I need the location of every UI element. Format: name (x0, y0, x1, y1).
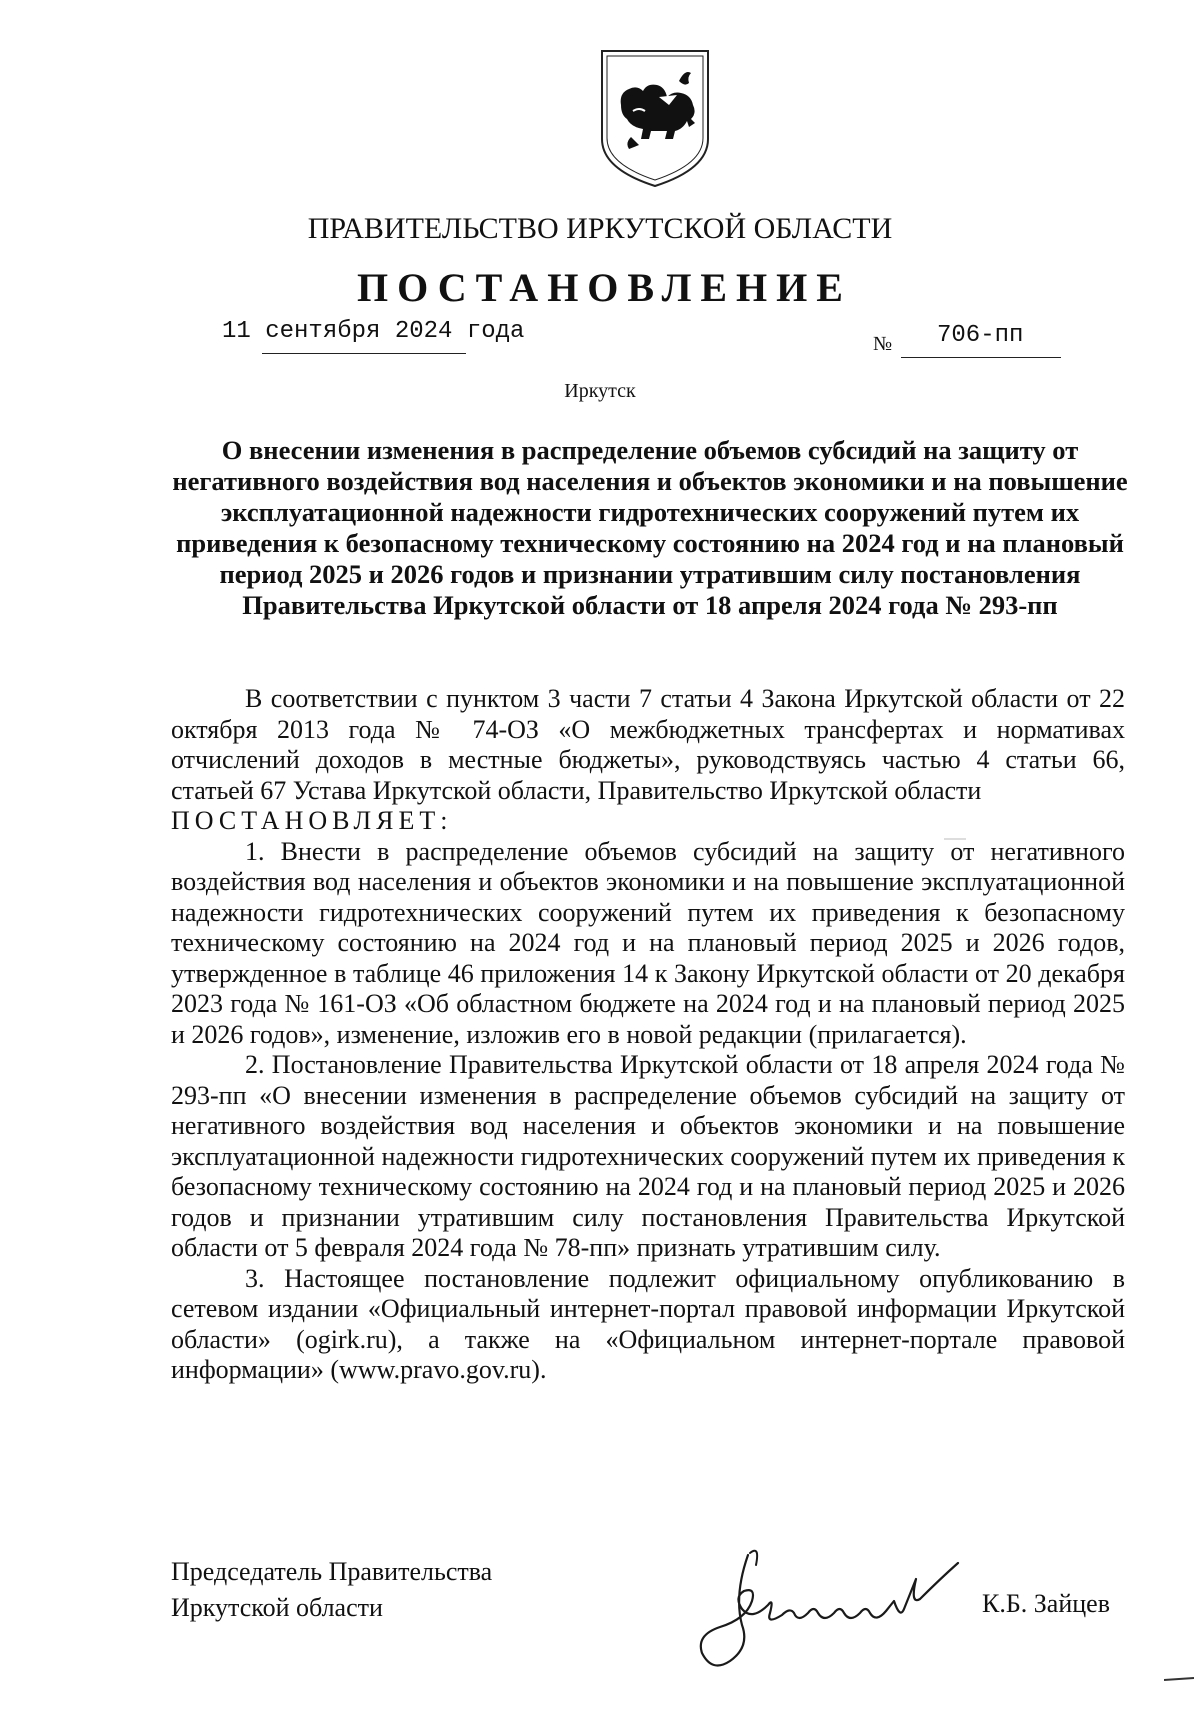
clause-2: 2. Постановление Правительства Иркутской области от 18 апреля 2024 года № 293-пп «О внесении изменения в распределение объемов субсидий на защиту от негативного воздействия вод населения и объектов экономики и на повышение эксплуатационной надежности гидротехнических сооружений путем их приведения к безопасному техническому состоянию на 2024 год и на плановый период 2025 и 2026 годов и признании утратившим силу постановления Правительства Иркутской области от 5 февраля 2024 года № 78-пп» признать утратившим силу. (171, 1050, 1125, 1262)
number-sign: № (873, 333, 893, 355)
date-underline (262, 353, 466, 354)
preamble-paragraph: В соответствии с пунктом 3 части 7 статьи 4 Закона Иркутской области от 22 октября 2013 года № 74-ОЗ «О межбюджетных трансфертах и нормативах отчислений доходов в местные бюджеты», руководствуясь частью 4 статьи 66, статьей 67 Устава Иркутской области, Правительство Иркутской области (171, 684, 1125, 805)
scan-artifact (1164, 1677, 1194, 1681)
document-date: 11 сентября 2024 года (222, 318, 525, 345)
document-title: О внесении изменения в распределение объемов субсидий на защиту от негативного воздействия вод населения и объектов экономики и на повышение эксплуатационной надежности гидротехнических сооружений путем их приведения к безопасному техническому состоянию на 2024 год и на плановый период 2025 и 2026 годов и признании утратившим силу постановления Правительства Иркутской области от 18 апреля 2024 года № 293-пп (172, 435, 1128, 620)
decree-word: ПОСТАНОВЛЯЕТ: (171, 806, 453, 835)
document-type: ПОСТАНОВЛЕНИЕ (357, 265, 852, 310)
clause-1: 1. Внести в распределение объемов субсидий на защиту от негативного воздействия вод населения и объектов экономики и на повышение эксплуатационной надежности гидротехнических сооружений путем их приведения к безопасному техническому состоянию на 2024 год и на плановый период 2025 и 2026 годов, утвержденное в таблице 46 приложения 14 к Закону Иркутской области от 20 декабря 2023 года № 161-ОЗ «Об областном бюджете на 2024 год и на плановый период 2025 и 2026 годов», изменение, изложив его в новой редакции (прилагается). (171, 836, 1125, 1049)
number-underline (901, 357, 1061, 358)
signer-position-line-2: Иркутской области (171, 1593, 383, 1622)
document-city: Иркутск (564, 380, 636, 402)
clause-3: 3. Настоящее постановление подлежит официальному опубликованию в сетевом издании «Официальный интернет-портал правовой информации Иркутской области» (ogirk.ru), а также на «Официальном интернет-портале правовой информации» (www.pravo.gov.ru). (171, 1263, 1125, 1384)
handwritten-signature-icon (690, 1535, 990, 1675)
signer-position-line-1: Председатель Правительства (171, 1557, 493, 1586)
scan-artifact (944, 838, 966, 840)
irkutsk-coat-of-arms-icon (599, 47, 711, 189)
document-body (171, 684, 1125, 1386)
signer-position (171, 1554, 492, 1626)
document-number: 706-пп (937, 322, 1024, 349)
signer-name: К.Б. Зайцев (982, 1589, 1110, 1618)
government-name: ПРАВИТЕЛЬСТВО ИРКУТСКОЙ ОБЛАСТИ (307, 212, 893, 245)
